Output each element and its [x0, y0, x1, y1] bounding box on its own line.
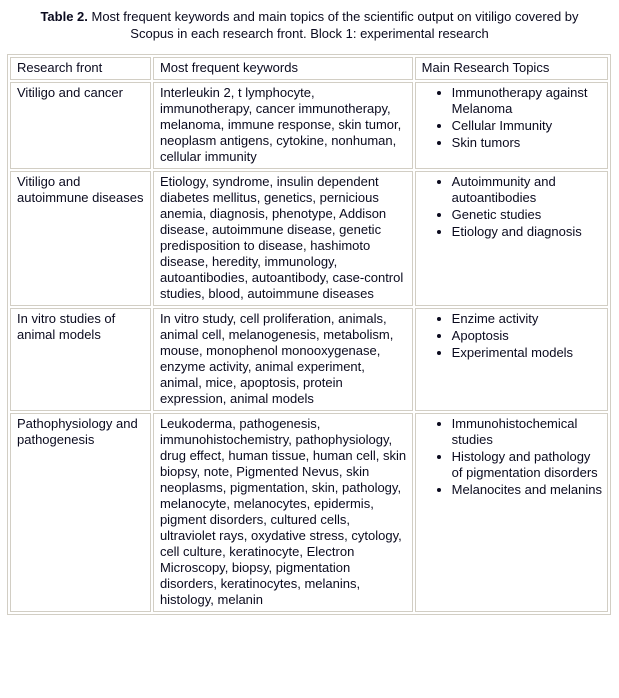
- research-front-cell: In vitro studies of animal models: [10, 308, 151, 411]
- keywords-cell: In vitro study, cell proliferation, animals, animal cell, melanogenesis, metabolism, mouse, monophenol monooxygenase, enzyme activity, animal experiment, animal, mice, apoptosis, protein expression, animal models: [153, 308, 413, 411]
- topics-cell: [415, 171, 608, 306]
- topics-cell: [415, 308, 608, 411]
- topic-item: • Experimental models: [452, 345, 603, 361]
- table-caption-label: Table 2.: [40, 9, 88, 24]
- table-caption-text: Most frequent keywords and main topics of the scientific output on vitiligo covered by Scopus in each research front. Block 1: experimental research: [87, 9, 579, 41]
- topic-item: • Skin tumors: [452, 135, 603, 151]
- topic-item: • Apoptosis: [452, 328, 603, 344]
- research-front-cell: Vitiligo and autoimmune diseases: [10, 171, 151, 306]
- table-row: [10, 82, 608, 169]
- topic-item: • Etiology and diagnosis: [452, 224, 603, 240]
- keywords-cell: Etiology, syndrome, insulin dependent diabetes mellitus, genetics, pernicious anemia, diagnosis, phenotype, Addison disease, autoimmune disease, genetic predisposition to disease, hashimoto disease, heredity, immunology, autoantibodies, autoantibody, case-control studies, blood, autoimmune diseases: [153, 171, 413, 306]
- table-row: [10, 413, 608, 612]
- topic-item: • Autoimmunity and autoantibodies: [452, 174, 603, 206]
- table-row: [10, 308, 608, 411]
- topic-item: • Immunohistochemical studies: [452, 416, 603, 448]
- topics-list: [422, 85, 603, 151]
- topic-item: • Enzime activity: [452, 311, 603, 327]
- topics-list: [422, 416, 603, 498]
- research-front-cell: Pathophysiology and pathogenesis: [10, 413, 151, 612]
- keywords-cell: Interleukin 2, t lymphocyte, immunotherapy, cancer immunotherapy, melanoma, immune response, skin tumor, neoplasm antigens, cytokine, nonhuman, cellular immunity: [153, 82, 413, 169]
- topic-item: • Melanocites and melanins: [452, 482, 603, 498]
- keywords-table: [7, 54, 611, 615]
- topic-item: • Immunotherapy against Melanoma: [452, 85, 603, 117]
- header-row: [10, 57, 608, 80]
- column-header-most-frequent-keywords: Most frequent keywords: [153, 57, 413, 80]
- topics-list: [422, 311, 603, 361]
- topics-cell: [415, 413, 608, 612]
- column-header-research-front: Research front: [10, 57, 151, 80]
- topic-item: • Histology and pathology of pigmentation disorders: [452, 449, 603, 481]
- table-caption: [30, 8, 590, 42]
- topic-item: • Genetic studies: [452, 207, 603, 223]
- research-front-cell: Vitiligo and cancer: [10, 82, 151, 169]
- table-row: [10, 171, 608, 306]
- keywords-cell: Leukoderma, pathogenesis, immunohistochemistry, pathophysiology, drug effect, human tissue, human cell, skin biopsy, note, Pigmented Nevus, skin neoplasms, pigmentation, skin, pathology, melanocyte, melanocytes, epidermis, pigment disorders, cultured cells, ultraviolet rays, oxydative stress, cytology, cell culture, keratinocyte, Electron Microscopy, biopsy, pigmentation disorders, keratinocytes, melanins, histology, melanin: [153, 413, 413, 612]
- topics-list: [422, 174, 603, 240]
- column-header-main-research-topics: Main Research Topics: [415, 57, 608, 80]
- topic-item: • Cellular Immunity: [452, 118, 603, 134]
- topics-cell: [415, 82, 608, 169]
